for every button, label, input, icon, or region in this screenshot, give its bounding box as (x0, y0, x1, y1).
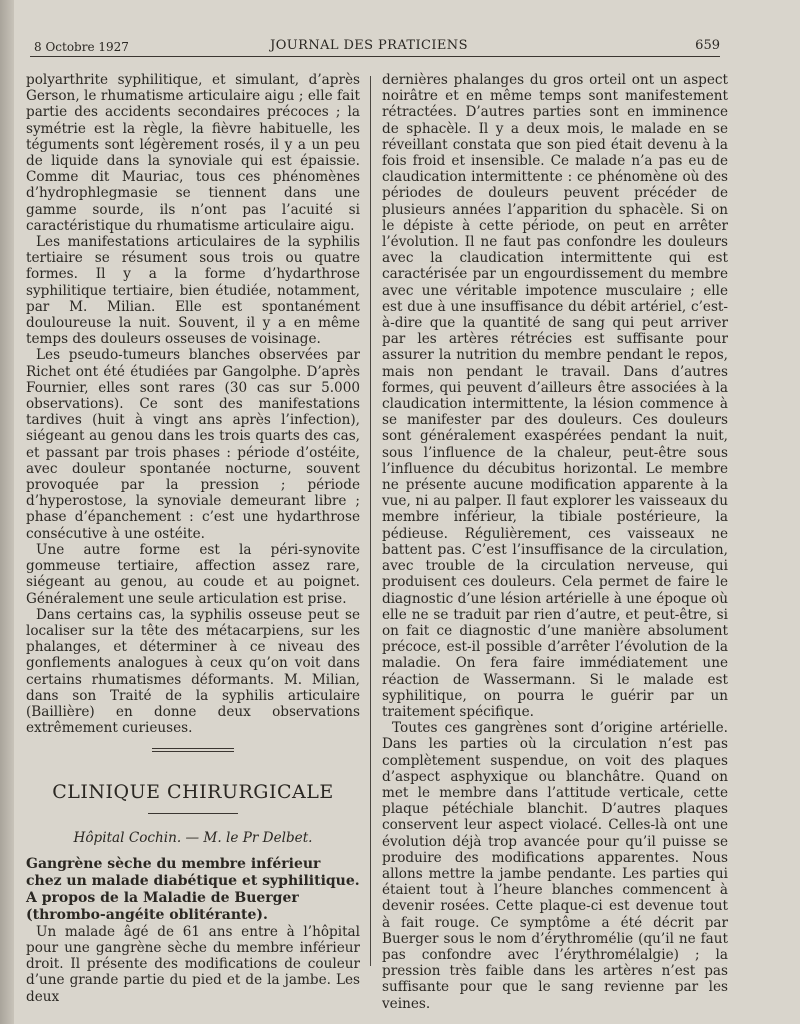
right-paragraph-2: Toutes ces gangrènes sont d’origine artérielle. Dans les parties où la circulation n’est pas complètement suspendue, on voit des plaques d’aspect asphyxique ou blanchâtre. Quand on met le membre dans l’attitude verticale, cette plaque pétéchiale blanchit. D’autres plaques conservent leur aspect violacé. Celles-là ont une évolution déjà trop avancée pour qu’il puisse se produire des modifications apparentes. Nous allons mettre la jambe pendante. Les parties qui étaient tout à l’heure blanches commencent à devenir rosées. Cette plaque-ci est devenue tout à fait rouge. Ce symptôme a été décrit par Buerger sous le nom d’érythromélie (qu’il ne faut pas confondre avec l’érythromélalgie) ; la pression très faible dans les artères n’est pas suffisante pour que le sang revienne par les veines. (382, 720, 728, 1012)
section-title: CLINIQUE CHIRURGICALE (52, 781, 334, 804)
header-journal-title: JOURNAL DES PRATICIENS (270, 38, 468, 53)
right-paragraph-1: dernières phalanges du gros orteil ont un aspect noirâtre et en même temps sont manifestement rétractées. D’autres parties sont en imminence de sphacèle. Il y a deux mois, le malade en se réveillant constata que son pied était devenu à la fois froid et insensible. Ce malade n’a pas eu de claudication intermittente : ce phénomène où des périodes de douleurs peuvent précéder de plusieurs années l’apparition du sphacèle. Si on le dépiste à cette période, on peut en arrêter l’évolution. Il ne faut pas confondre les douleurs avec la claudication intermittente qui est caractérisée par un engourdissement du membre avec une véritable impotence musculaire ; elle est due à une insuffisance du débit artériel, c’est-à-dire que la quantité de sang qui peut arriver par les artères rétrécies est suffisante pour assurer la nutrition du membre pendant le repos, mais non pendant le travail. Dans d’autres formes, qui peuvent d’ailleurs être associées à la claudication intermittente, la lésion commence à se manifester par des douleurs. Ces douleurs sont généralement exaspérées pendant la nuit, sous l’influence de la chaleur, peut-être sous l’influence du décubitus horizontal. Le membre ne présente aucune modification apparente à la vue, ni au palper. Il faut explorer les vaisseaux du membre inférieur, la tibiale postérieure, la pédieuse. Régulièrement, ces vaisseaux ne battent pas. C’est l’insuffisance de la circulation, avec trouble de la circulation nerveuse, qui produisent ces douleurs. Cela permet de faire le diagnostic d’une lésion artérielle à une époque où elle ne se traduit par rien d’autre, et peut-être, si on fait ce diagnostic d’une manière absolument précoce, est-il possible d’arrêter l’évolution de la maladie. On fera faire immédiatement une réaction de Wassermann. Si le malade est syphilitique, on pourra le guérir par un traitement spécifique. (382, 72, 728, 720)
left-paragraph-2: Les manifestations articulaires de la syphilis tertiaire se résument sous trois ou quatre formes. Il y a la forme d’hydarthrose syphilitique tertiaire, bien étudiée, notamment, par M. Milian. Elle est spontanément douloureuse la nuit. Souvent, il y a en même temps des douleurs osseuses de voisinage. (26, 234, 360, 348)
left-column (26, 72, 360, 1005)
section-title-rule (148, 813, 238, 814)
left-paragraph-6: Un malade âgé de 61 ans entre à l’hôpital pour une gangrène sèche du membre inférieur droit. Il présente des modifications de couleur d’une grande partie du pied et de la jambe. Les deux (26, 923, 360, 1005)
article-title: Gangrène sèche du membre inférieur chez un malade diabétique et syphilitique. A propos de la Maladie de Buerger (thrombo-angéite oblitérante). (26, 855, 360, 923)
page-gutter-shadow (0, 0, 14, 1024)
hospital-line: Hôpital Cochin. — M. le Pr Delbet. (73, 829, 313, 846)
header-page-number: 659 (695, 38, 720, 53)
column-divider (370, 76, 371, 966)
running-header (18, 36, 720, 56)
left-paragraph-4: Une autre forme est la péri-synovite gommeuse tertiaire, affection assez rare, siégeant au genou, au coude et au poignet. Généralement une seule articulation est prise. (26, 541, 360, 607)
right-column (382, 72, 728, 1012)
header-rule (30, 56, 720, 57)
left-paragraph-1: polyarthrite syphilitique, et simulant, d’après Gerson, le rhumatisme articulaire aigu ; elle fait partie des accidents secondaires précoces ; la symétrie est la règle, la fièvre habituelle, les téguments sont légèrement rosés, il y a un peu de liquide dans la synoviale qui est épaissie. Comme dit Mauriac, tous ces phénomènes d’hydrophlegmasie se tiennent dans une gamme sourde, ils n’ont pas l’acuité si caractéristique du rhumatisme articulaire aigu. (26, 72, 360, 234)
section-end-rule-2 (152, 751, 234, 752)
left-paragraph-3: Les pseudo-tumeurs blanches observées par Richet ont été étudiées par Gangolphe. D’après Fournier, elles sont rares (30 cas sur 5.000 observations). Ce sont des manifestations tardives (huit à vingt ans après l’infection), siégeant au genou dans les trois quarts des cas, et passant par trois phases : période d’ostéite, avec douleur spontanée nocturne, souvent provoquée par la pression ; période d’hyperostose, la synoviale demeurant libre ; phase d’épanchement : c’est une hydarthrose consécutive à une ostéite. (26, 347, 360, 542)
header-date: 8 Octobre 1927 (34, 40, 129, 54)
section-end-rule-1 (152, 748, 234, 749)
left-paragraph-5: Dans certains cas, la syphilis osseuse peut se localiser sur la tête des métacarpiens, sur les phalanges, et déterminer à ce niveau des gonflements analogues à ceux qu’on voit dans certains rhumatismes déformants. M. Milian, dans son Traité de la syphilis articulaire (Baillière) en donne deux observations extrêmement curieuses. (26, 606, 360, 737)
